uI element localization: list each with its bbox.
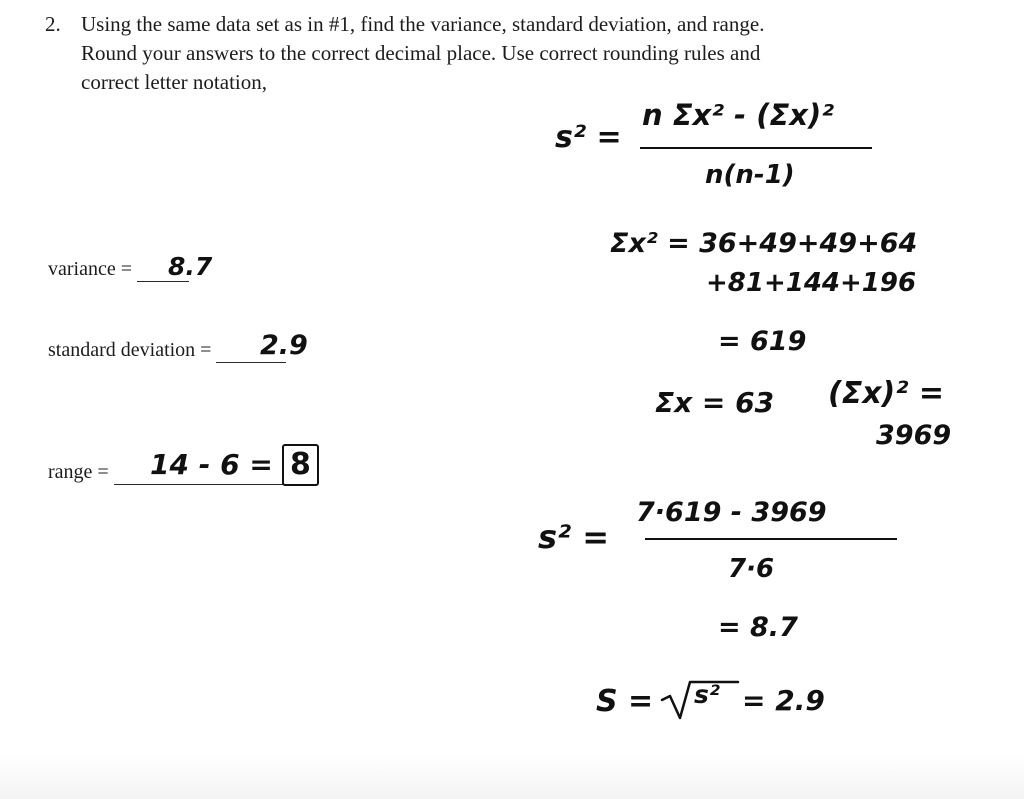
std-lhs: S = (596, 684, 654, 719)
std-radicand: s² (694, 680, 720, 709)
range-value: 8 (282, 444, 319, 486)
std-result: = 2.9 (742, 684, 825, 717)
sum-squares-line-1: Σx² = 36+49+49+64 (610, 228, 918, 259)
question-line-1: Using the same data set as in #1, find the variance, standard deviation, and range. (81, 12, 765, 36)
sum-x: Σx = 63 (655, 386, 775, 419)
sum-x-squared-value: 3969 (876, 420, 952, 451)
substitution-denominator: 7·6 (728, 554, 775, 584)
variance-value: 8.7 (168, 252, 213, 281)
std-deviation-value: 2.9 (260, 330, 308, 361)
std-deviation-label: standard deviation = (48, 339, 212, 361)
substitution-result: = 8.7 (718, 612, 798, 643)
range-label: range = (48, 461, 109, 483)
sum-x-squared-label: (Σx)² = (828, 376, 944, 411)
formula-numerator: n Σx² - (Σx)² (642, 98, 834, 132)
substitution-numerator: 7·619 - 3969 (636, 497, 827, 528)
question-line-3: correct letter notation, (81, 70, 267, 94)
formula-denominator: n(n-1) (705, 160, 795, 190)
variance-label: variance = (48, 258, 133, 280)
sum-squares-line-2: +81+144+196 (706, 268, 917, 298)
formula-lhs: s² = (555, 120, 622, 155)
range-expression: 14 - 6 = (150, 448, 273, 481)
question-number: 2. (45, 12, 61, 36)
sum-squares-result: = 619 (718, 326, 807, 357)
substitution-lhs: s² = (538, 518, 610, 556)
question-line-2: Round your answers to the correct decimal place. Use correct rounding rules and (81, 41, 761, 65)
